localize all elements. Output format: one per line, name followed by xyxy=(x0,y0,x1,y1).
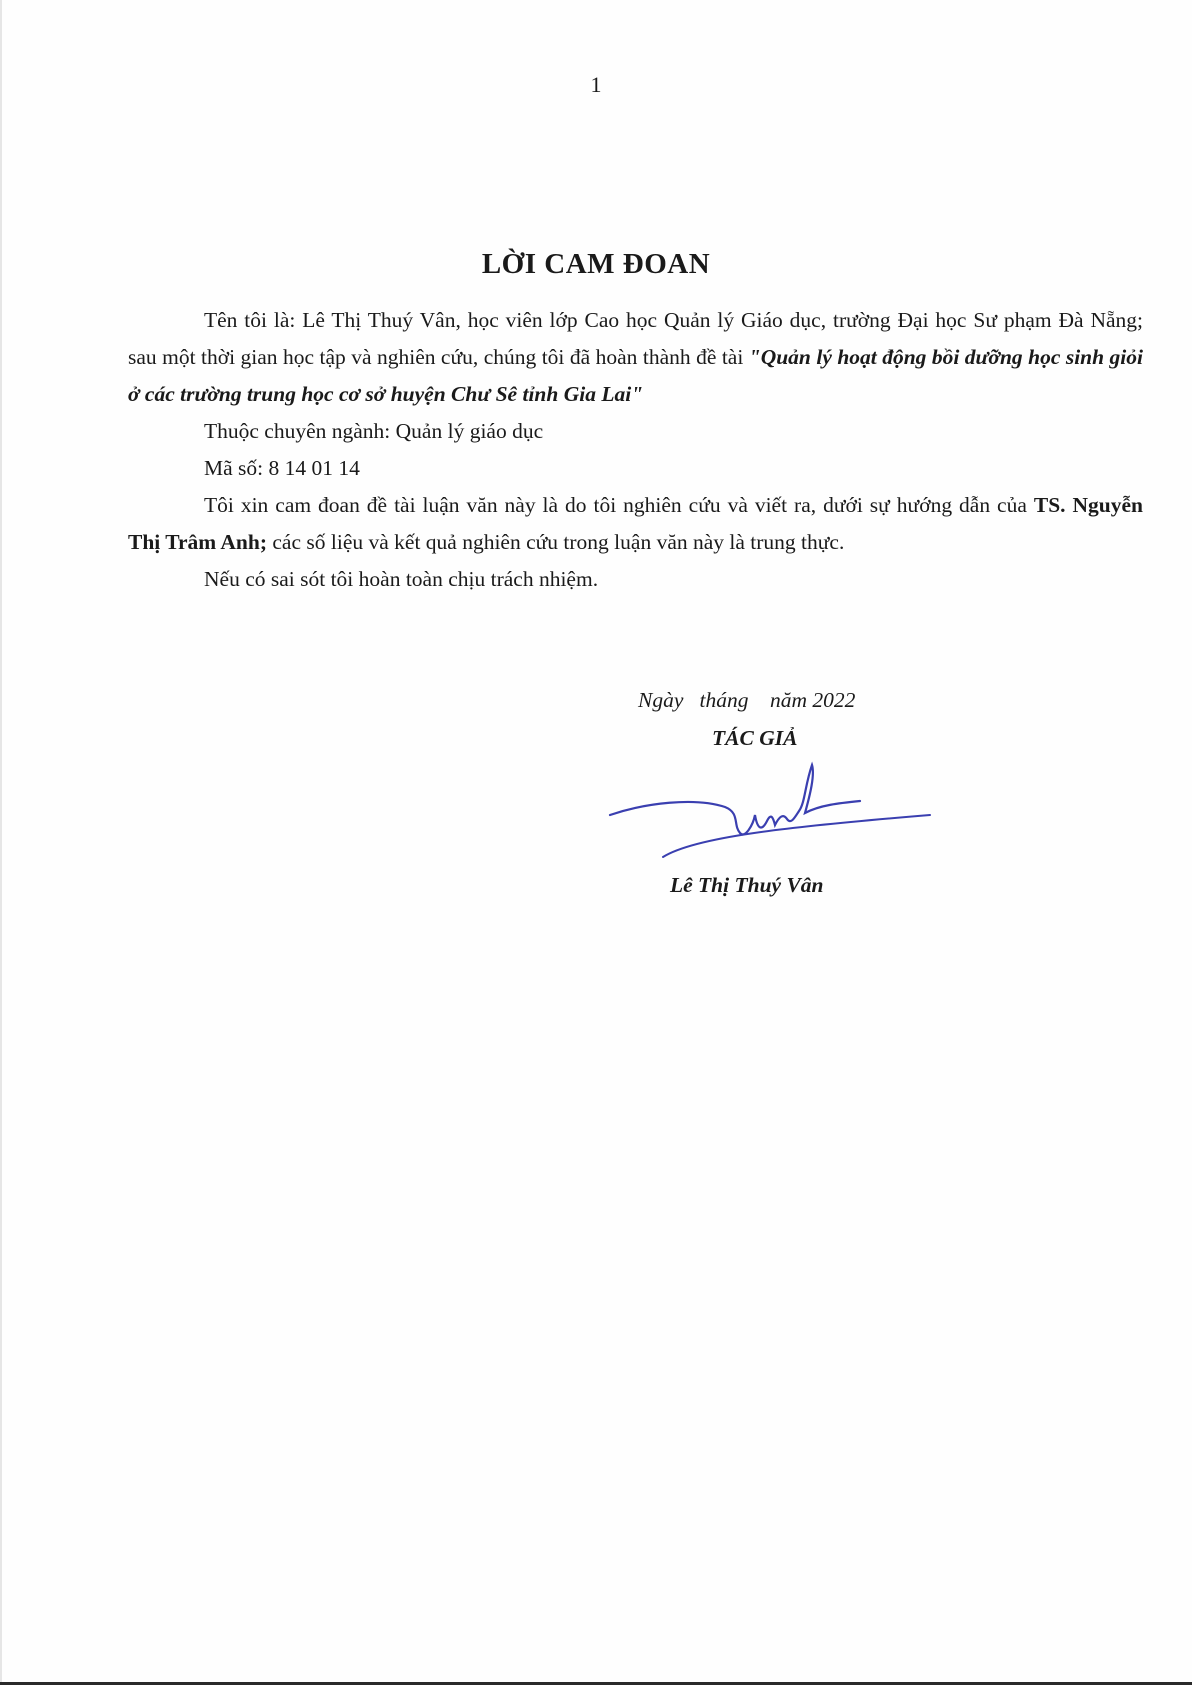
intro-text: Tên tôi là: Lê Thị Thuý Vân, học viên lớp Cao học Quản lý Giáo dục, trường Đại học Sư phạm Đà Nẵng; sau một thời gian học tập và nghiên cứu, chúng tôi đã hoàn thành đề tài xyxy=(128,308,1143,369)
signature-image xyxy=(605,755,935,875)
author-label: TÁC GIẢ xyxy=(712,726,798,750)
code-line: Mã số: 8 14 01 14 xyxy=(204,456,360,480)
page-number: 1 xyxy=(590,72,602,97)
declaration-text: Tôi xin cam đoan đề tài luận văn này là do tôi nghiên cứu và viết ra, dưới sự hướng dẫn của xyxy=(204,493,1034,517)
declaration-paragraph xyxy=(128,487,1143,561)
major-line: Thuộc chuyên ngành: Quản lý giáo dục xyxy=(204,419,544,443)
page-title: LỜI CAM ĐOAN xyxy=(481,248,711,280)
thesis-title: "Quản lý hoạt động bồi dưỡng học sinh giỏi ở các trường trung học cơ sở huyện Chư Sê tỉnh Gia Lai" xyxy=(128,345,1143,406)
author-name: Lê Thị Thuý Vân xyxy=(670,873,824,897)
intro-paragraph xyxy=(128,302,1143,413)
declaration-body xyxy=(128,302,1143,598)
supervisor-name: TS. Nguyễn Thị Trâm Anh; xyxy=(128,493,1143,554)
signature-stroke-underline xyxy=(663,815,930,857)
declaration-text-end: các số liệu và kết quả nghiên cứu trong luận văn này là trung thực. xyxy=(267,530,845,554)
date-line: Ngày tháng năm 2022 xyxy=(638,688,856,712)
responsibility-line: Nếu có sai sót tôi hoàn toàn chịu trách nhiệm. xyxy=(204,567,599,591)
